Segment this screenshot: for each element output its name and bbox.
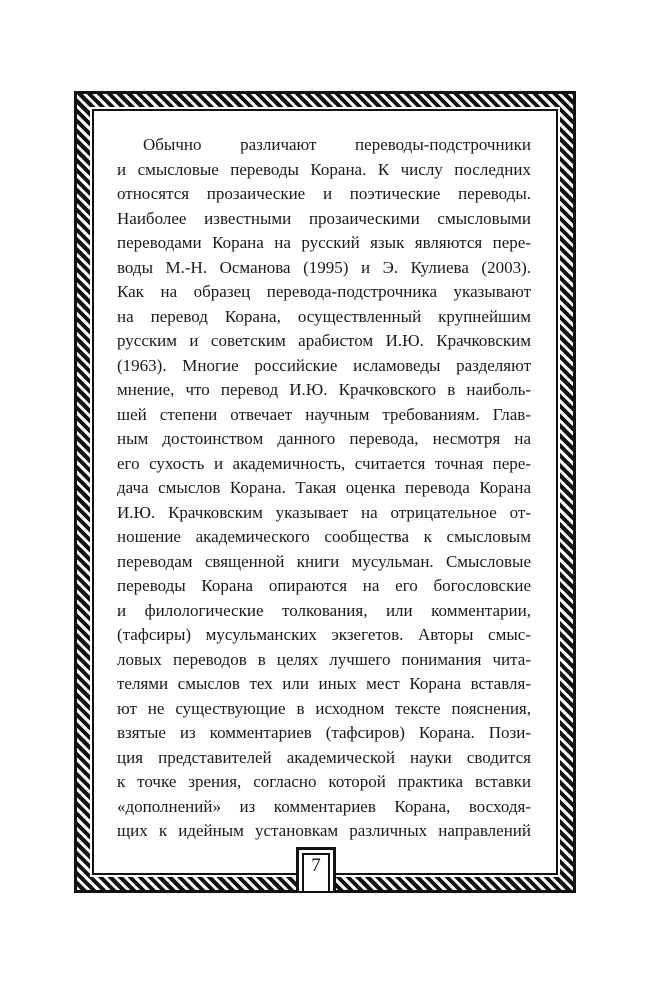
text-line: ным достоинством данного перевода, несмотря на xyxy=(117,429,531,448)
text-line: его сухость и академичность, считается точная пере- xyxy=(117,453,531,473)
text-line: Как на образец перевода-подстрочника указывают xyxy=(117,282,531,301)
text-line: ция представителей академической науки сводится xyxy=(117,747,531,767)
text-line: Наиболее известными прозаическими смысловыми xyxy=(117,208,531,228)
text-line: относятся прозаические и поэтические переводы. xyxy=(117,184,531,203)
page-number: 7 xyxy=(311,855,321,876)
text-line: мнение, что перевод И.Ю. Крачковского в наиболь- xyxy=(117,380,531,399)
text-line: переводами Корана на русский язык являются пере- xyxy=(117,233,531,252)
body-text xyxy=(117,133,531,844)
text-line: телями смыслов тех или иных мест Корана вставля- xyxy=(117,674,531,693)
text-line: переводы Корана опираются на его богословские xyxy=(117,576,531,595)
text-line: щих к идейным установкам различных направлений xyxy=(117,821,531,840)
text-line: шей степени отвечает научным требованиям. Глав- xyxy=(117,404,531,424)
text-line: взятые из комментариев (тафсиров) Корана. Пози- xyxy=(117,723,531,742)
text-line: Обычно различают переводы-подстрочники xyxy=(143,135,531,154)
text-line: и смысловые переводы Корана. К числу последних xyxy=(117,159,531,179)
text-line: (1963). Многие российские исламоведы разделяют xyxy=(117,355,531,375)
text-line: на перевод Корана, осуществленный крупнейшим xyxy=(117,306,531,326)
text-line: русским и советским арабистом И.Ю. Крачковским xyxy=(117,331,531,350)
text-line: воды М.-Н. Османова (1995) и Э. Кулиева (2003). xyxy=(117,257,531,277)
text-line: дача смыслов Корана. Такая оценка перевода Корана xyxy=(117,478,531,497)
text-line: ловых переводов в целях лучшего понимания чита- xyxy=(117,649,531,669)
text-line: ношение академического сообщества к смысловым xyxy=(117,527,531,546)
text-line: «дополнений» из комментариев Корана, восходя- xyxy=(117,796,531,816)
text-line: ют не существующие в исходном тексте пояснения, xyxy=(117,698,531,718)
text-line: (тафсиры) мусульманских экзегетов. Авторы смыс- xyxy=(117,625,531,644)
text-line: к точке зрения, согласно которой практика вставки xyxy=(117,772,531,791)
text-line: И.Ю. Крачковским указывает на отрицательное от- xyxy=(117,502,531,522)
text-line: и филологические толкования, или комментарии, xyxy=(117,600,531,620)
text-line: переводам священной книги мусульман. Смысловые xyxy=(117,551,531,571)
